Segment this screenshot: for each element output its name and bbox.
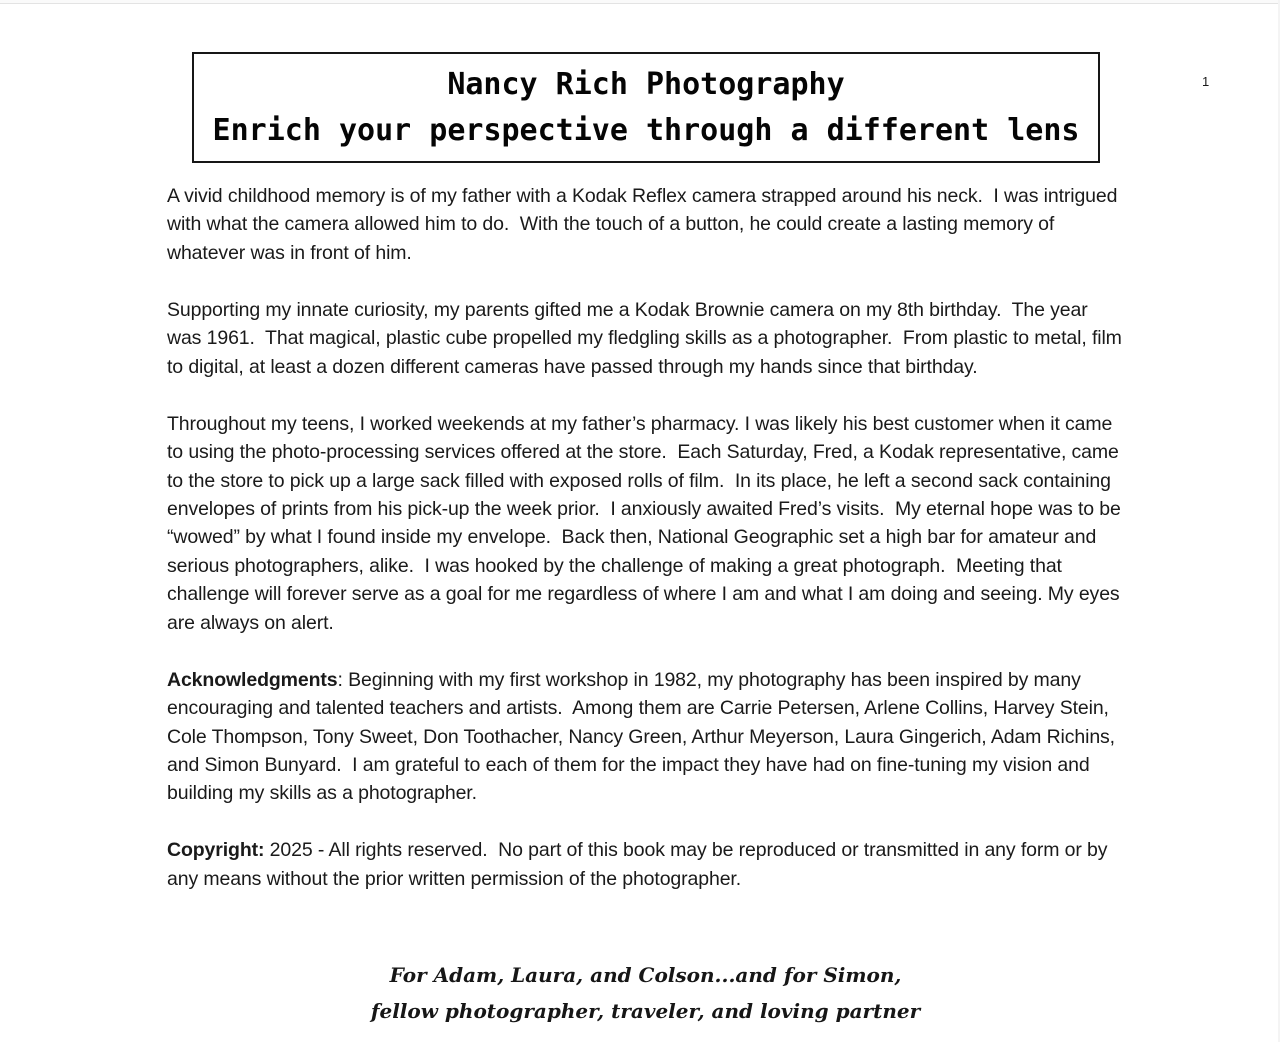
acknowledgments-text: : Beginning with my first workshop in 1982, my photography has been inspired by many encouraging and talented teachers and artists. Among them are Carrie Petersen, Arlene Collins, Harvey Stein, Cole Thompson, Tony Sweet, Don Toothacher, Nancy Green, Arthur Meyerson, Laura Gingerich, Adam Richins, and Simon Bunyard. I am grateful to each of them for the impact they have had on fine-tuning my vision and building my skills as a photographer. xyxy=(167,668,1121,805)
viewport-top-edge xyxy=(0,0,1280,4)
copyright-text: 2025 - All rights reserved. No part of this book may be reproduced or transmitted in any form or by any means without the prior written permission of the photographer. xyxy=(167,839,1113,890)
dedication-line-1: For Adam, Laura, and Colson...and for Simon, xyxy=(389,963,902,987)
paragraph-copyright xyxy=(167,836,1124,893)
copyright-label: Copyright: xyxy=(167,839,265,862)
paragraph-pharmacy-film: Throughout my teens, I worked weekends at my father’s pharmacy. I was likely his best customer when it came to using the photo-processing services offered at the store. Each Saturday, Fred, a Kodak representative, came to the store to pick up a large sack filled with exposed rolls of film. In its place, he left a second sack containing envelopes of prints from his pick-up the week prior. I anxiously awaited Fred’s visits. My eternal hope was to be “wowed” by what I found inside my envelope. Back then, National Geographic set a high bar for amateur and serious photographers, alike. I was hooked by the challenge of making a great photograph. Meeting that challenge will forever serve as a goal for me regardless of where I am and what I am doing and seeing. My eyes are always on alert. xyxy=(167,412,1127,634)
body-text xyxy=(167,182,1128,893)
paragraph-childhood-memory: A vivid childhood memory is of my father with a Kodak Reflex camera strapped around his neck. I was intrigued with what the camera allowed him to do. With the touch of a button, he could create a lasting memory of whatever was in front of him. xyxy=(167,185,1123,264)
document-title: Nancy Rich Photography xyxy=(447,66,845,102)
paragraph-acknowledgments xyxy=(167,666,1124,808)
dedication xyxy=(167,957,1124,1029)
paragraph-brownie-camera: Supporting my innate curiosity, my parents gifted me a Kodak Brownie camera on my 8th birthday. The year was 1961. That magical, plastic cube propelled my fledgling skills as a photographer. From plastic to metal, film to digital, at least a dozen different cameras have passed through my hands since that birthday. xyxy=(167,298,1128,378)
dedication-line-2: fellow photographer, traveler, and loving partner xyxy=(370,999,921,1023)
document-subtitle: Enrich your perspective through a different lens xyxy=(212,112,1080,148)
acknowledgments-label: Acknowledgments xyxy=(167,668,338,691)
page-number: 1 xyxy=(1202,74,1210,89)
title-box xyxy=(192,52,1100,163)
